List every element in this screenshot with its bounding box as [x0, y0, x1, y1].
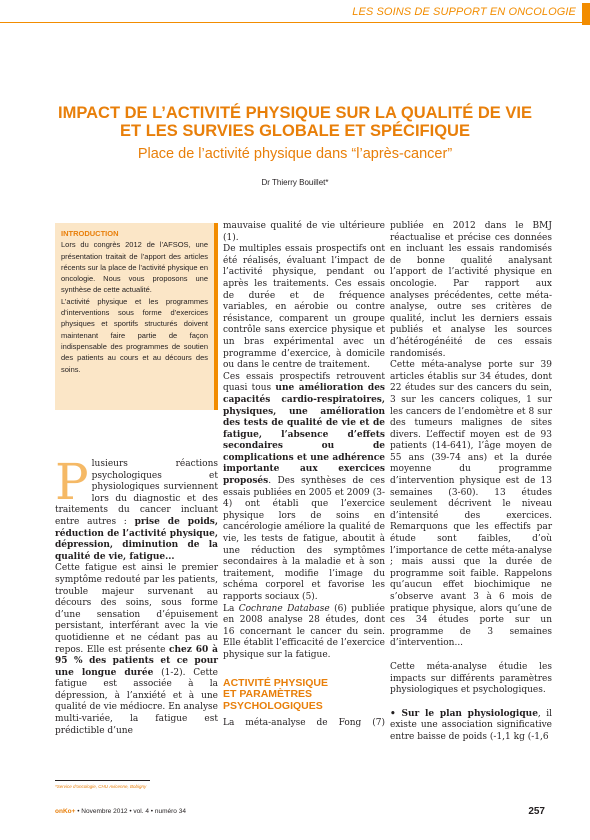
page-number: 257	[528, 806, 545, 817]
introduction-accent-bar	[214, 223, 218, 410]
col1-p1-bold: prise de poids, réduction de l’activité physique, dépression, diminution de la qualité de vie, fatigue...	[55, 516, 218, 562]
col3-paragraph-1: publiée en 2012 dans le BMJ réactualise et précise ces données en incluant les essais randomisés de bonne qualité analysant l’apport de l’activité physique en oncologie. Par rapport aux analyses précédentes, cette méta-analyse, outre ses critères de qualité, inclut les derniers essais publiés et analyse les sources d’hétérogénéité de ces essais randomisés.	[390, 221, 552, 359]
footnote-rule	[55, 780, 150, 781]
col3-paragraph-3: Cette méta-analyse étudie les impacts sur différents paramètres physiologiques et psychologiques.	[390, 661, 552, 696]
section-heading	[223, 678, 385, 713]
col1-p1-text: lusieurs réactions psychologiques et physiologiques surviennent lors du diagnostic et des traitements du cancer incluant entre autres :	[55, 459, 218, 527]
issue-info: • Novembre 2012 • vol. 4 • numéro 34	[75, 808, 186, 815]
introduction-paragraph-1: Lors du congrès 2012 de l’AFSOS, une présentation traitait de l’apport des articles récents sur la place de l’activité physique en oncologie. Nous vous proposons une synthèse de cette actualité.	[61, 240, 208, 295]
col1-p2-text-c: (1-2). Cette fatigue est associée à la dépression, à l’anxiété et à une qualité de vie médiocre. En analyse multi-variée, la fatigue est prédictible d’une	[55, 667, 219, 736]
article-title	[20, 104, 570, 140]
col2-p3-text-a: Ces essais prospectifs retrouvent quasi tous	[223, 371, 385, 394]
col1-p2-text-a: Cette fatigue est ainsi le premier symptôme redouté par les patients, trouble majeur survenant au décours des soins, sous forme d’une sensation d’épuisement persistant, interférant avec la vie quotidienne et ne cédant pas au repos. Elle est présente	[55, 563, 218, 655]
section-heading-line-2: ET PARAMÈTRES	[223, 688, 313, 701]
col1-paragraph-2	[55, 563, 218, 737]
col2-paragraph-1: mauvaise qualité de vie ultérieure (1).	[223, 221, 385, 243]
col3-p4-bold: • Sur le plan physiologique	[390, 708, 538, 719]
column-2	[223, 221, 385, 730]
drop-cap: P	[55, 453, 89, 511]
running-header: LES SOINS DE SUPPORT EN ONCOLOGIE	[352, 6, 576, 18]
col1-p2-bold: chez 60 à 95 % des patients et ce pour une longue durée	[55, 644, 218, 678]
column-3	[390, 221, 552, 744]
col2-paragraph-3	[223, 372, 385, 604]
introduction-heading: INTRODUCTION	[61, 229, 119, 238]
col2-p3-bold: une amélioration des capacités cardio-respiratoires, physiques, une amélioration des tests de qualité de vie et de fatigue, l’absence d’effets secondaires ou de complications et une adhérence importante aux exercices proposés	[223, 383, 385, 487]
col2-p4-text-c: (6) publiée en 2008 analyse 28 études, dont 16 concernant le cancer du sein. Elle établit l’efficacité de l’exercice physique sur la fatigue.	[223, 603, 385, 660]
col2-p4-text-a: La	[223, 603, 239, 614]
col2-paragraph-5: La méta-analyse de Fong (7)	[223, 718, 385, 729]
col2-p4-italic: Cochrane Database	[238, 603, 330, 614]
footnote: *Service d’oncologie, CHU Avicenne, Bobigny	[55, 784, 147, 789]
col3-paragraph-2: Cette méta-analyse porte sur 39 articles établis sur 34 études, dont 22 études sur des cancers du sein, 3 sur les cancers coliques, 1 sur les cancers de l’endomètre et 8 sur des tumeurs malignes de sites divers. L’effectif moyen est de 93 patients (14-641), l’âge moyen de 55 ans (39-74 ans) et la durée moyenne du programme d’intervention physique est de 13 semaines (3-60). 13 études seulement décrivent le niveau d’intensité des exercices. Remarquons que les effectifs par étude sont faibles, d’où l’importance de cette méta-analyse ; mais aussi que la durée de programme soit faible. Rappelons qu’aucun effet biochimique ne s’observe avant 3 à 6 mois de pratique physique, alors qu’une de ces 34 études porte sur un programme de 3 semaines d’intervention...	[390, 360, 552, 649]
section-heading-line-3: PSYCHOLOGIQUES	[223, 699, 323, 712]
col2-p3-text-c: . Des synthèses de ces essais publiées en 2005 et 2009 (3-4) ont établi que l’exercice physique lors de soins en cancérologie améliore la qualité de vie, les tests de fatigue, aboutit à une réduction des symptômes secondaires à la maladie et à son traitement, modifie l’image du schéma corporel et favorise les rapports sociaux (5).	[223, 476, 385, 602]
col1-paragraph-1	[55, 453, 218, 563]
article-author: Dr Thierry Bouillet*	[261, 178, 329, 187]
col3-paragraph-4	[390, 709, 552, 744]
introduction-paragraph-2: L’activité physique et les programmes d’interventions sous forme d’exercices physiques et sportifs structurés doivent maintenant faire partie de façon indispensable des programmes de soutien des patients au cours et au décours des soins.	[61, 296, 208, 374]
article-subtitle: Place de l’activité physique dans “l’après-cancer”	[137, 146, 453, 162]
page-footer	[55, 808, 545, 820]
introduction-box	[55, 223, 214, 410]
col2-paragraph-4	[223, 604, 385, 662]
col3-p4-text: , il existe une association significative entre baisse de poids (-1,1 kg (-1,6	[390, 708, 552, 742]
column-1	[55, 453, 219, 737]
journal-brand: onKo+	[55, 808, 76, 815]
title-line-2: ET LES SURVIES GLOBALE ET SPÉCIFIQUE	[120, 122, 470, 140]
col2-paragraph-2: De multiples essais prospectifs ont été réalisés, évaluant l’impact de l’activité physique, pendant ou après les traitements. Ces essais de durée et de fréquence variables, en aérobie ou contre résistance, comparent un groupe contrôle sans exercice physique et un bras expérimental avec un programme d’exercice, à domicile ou dans le centre de traitement.	[223, 244, 385, 371]
section-heading-line-1: ACTIVITÉ PHYSIQUE	[223, 676, 329, 689]
header-rule	[0, 22, 590, 23]
title-line-1: IMPACT DE L’ACTIVITÉ PHYSIQUE SUR LA QUALITÉ DE VIE	[58, 104, 532, 122]
